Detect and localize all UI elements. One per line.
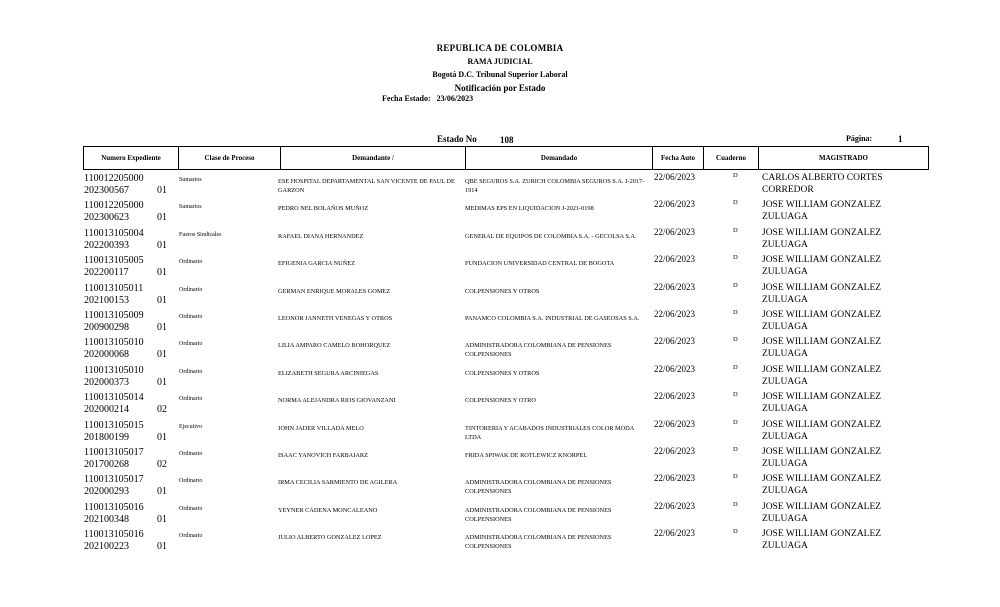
table-row: [83, 391, 929, 419]
magistrado-cell: JOSE WILLIAM GONZALEZ ZULUAGA: [762, 501, 882, 524]
expediente-suffix: 01: [157, 267, 167, 279]
clase-cell: Sumarios: [179, 204, 202, 211]
col-expediente: Numero Expediente: [84, 147, 179, 169]
expediente-cell: [84, 255, 176, 279]
branch-title: RAMA JUDICIAL: [467, 57, 533, 66]
estado-label: Estado No: [437, 134, 477, 144]
demandado-cell: GENERAL DE EQUIPOS DE COLOMBIA S.A. - GECOLSA S.A.: [465, 232, 637, 240]
magistrado-cell: JOSE WILLIAM GONZALEZ ZULUAGA: [762, 447, 882, 469]
fecha-cell: 22/06/2023: [654, 500, 696, 511]
col-clase: Clase de Proceso: [179, 147, 281, 169]
expediente-year: 202000373: [84, 376, 129, 388]
col-fecha: Fecha Auto: [653, 147, 704, 169]
table-row: [83, 227, 929, 255]
expediente-cell: [84, 337, 176, 361]
expediente-cell: [84, 310, 176, 334]
expediente-year: 202200117: [84, 267, 129, 279]
expediente-number: 110013105017: [84, 447, 144, 458]
fecha-cell: 22/06/2023: [654, 199, 696, 210]
expediente-number: 110013105016: [84, 501, 144, 513]
fecha-cell: 22/06/2023: [654, 473, 696, 484]
expediente-number: 110012205000: [84, 173, 144, 184]
magistrado-cell: JOSE WILLIAM GONZALEZ ZULUAGA: [762, 255, 882, 278]
table-header: [83, 146, 929, 170]
expediente-year: 200900298: [84, 322, 129, 333]
expediente-suffix: 01: [157, 513, 167, 525]
col-cuaderno: Cuaderno: [704, 147, 759, 169]
clase-cell: Ordinario: [179, 341, 203, 348]
cuaderno-cell: D: [733, 281, 738, 289]
fecha-cell: 22/06/2023: [654, 336, 696, 347]
expediente-number: 110013105014: [84, 392, 144, 404]
demandante-cell: LILIA AMPARO CAMELO BOHORQUEZ: [278, 342, 391, 350]
fecha-cell: 22/06/2023: [654, 309, 696, 319]
expediente-year: 202100223: [84, 541, 129, 553]
fecha-estado-value: 23/06/2023: [436, 94, 474, 103]
demandante-cell: EFIGENIA GARCIA NUÑEZ: [278, 260, 355, 268]
magistrado-cell: JOSE WILLIAM GONZALEZ ZULUAGA: [762, 419, 882, 442]
expediente-number: 110013105015: [84, 419, 144, 431]
expediente-year: 202100153: [84, 294, 129, 306]
demandante-cell: JULIO ALBERTO GONZALEZ LOPEZ: [278, 534, 382, 542]
table-row: [83, 336, 929, 364]
table-row: [83, 172, 929, 200]
table-row: [83, 446, 929, 474]
expediente-number: 110013105010: [84, 337, 144, 349]
demandado-cell: ADMINISTRADORA COLOMBIANA DE PENSIONES COLPENSIONES: [465, 342, 612, 359]
table-row: [83, 419, 929, 447]
expediente-year: 202100348: [84, 513, 129, 525]
demandado-cell: QBE SEGUROS S.A. ZURICH COLOMBIA SEGUROS S.A. J-2017-1914: [465, 178, 645, 194]
cuaderno-cell: D: [733, 226, 738, 234]
magistrado-cell: CARLOS ALBERTO CORTES CORREDOR: [762, 173, 883, 195]
fecha-estado-label: Fecha Estado:: [382, 94, 431, 103]
demandante-cell: GERMAN ENRIQUE MORALES GOMEZ: [278, 287, 391, 295]
demandado-cell: PANAMCO COLOMBIA S.A. INDUSTRIAL DE GASEOSAS S.A.: [465, 315, 640, 322]
demandado-cell: ADMINISTRADORA COLOMBIANA DE PENSIONES COLPENSIONES: [465, 479, 612, 496]
magistrado-cell: JOSE WILLIAM GONZALEZ ZULUAGA: [762, 529, 882, 552]
magistrado-cell: JOSE WILLIAM GONZALEZ ZULUAGA: [762, 200, 882, 223]
fecha-cell: 22/06/2023: [654, 172, 696, 182]
demandante-cell: ESE HOSPITAL DEPARTAMENTAL SAN VICENTE DE PAUL DE GARZON: [278, 178, 455, 194]
table-row: [83, 364, 929, 392]
magistrado-cell: JOSE WILLIAM GONZALEZ ZULUAGA: [762, 282, 882, 305]
cuaderno-cell: D: [733, 500, 738, 508]
expediente-number: 110013105016: [84, 529, 144, 541]
demandado-cell: COLPENSIONES Y OTROS: [465, 369, 540, 377]
demandante-cell: RAFAEL DIANA HERNANDEZ: [278, 232, 364, 240]
clase-cell: Ordinario: [179, 314, 203, 320]
table-row: [83, 199, 929, 227]
expediente-cell: [84, 474, 176, 498]
demandado-cell: ADMINISTRADORA COLOMBIANA DE PENSIONES COLPENSIONES: [465, 534, 612, 551]
clase-cell: Ordinario: [179, 259, 203, 266]
expediente-cell: [84, 502, 176, 526]
demandante-cell: JOHN JADER VILLADA MELO: [278, 424, 364, 432]
cuaderno-cell: D: [733, 418, 738, 426]
fecha-cell: 22/06/2023: [654, 528, 696, 539]
demandado-cell: ADMINISTRADORA COLOMBIANA DE PENSIONES COLPENSIONES: [465, 506, 612, 523]
demandante-cell: NORMA ALEJANDRA RIOS GIOVANZANI: [278, 397, 396, 405]
expediente-year: 201700268: [84, 459, 129, 470]
col-magistrado: MAGISTRADO: [818, 154, 868, 162]
expediente-suffix: 02: [157, 459, 167, 470]
clase-cell: Ordinario: [179, 286, 203, 293]
expediente-number: 110013105011: [84, 282, 144, 294]
clase-cell: Ordinario: [179, 505, 203, 512]
expediente-cell: [84, 392, 176, 416]
table-row: [83, 309, 929, 337]
fecha-cell: 22/06/2023: [654, 363, 696, 374]
expediente-year: 201800199: [84, 431, 129, 443]
expediente-cell: [84, 283, 176, 307]
clase-cell: Ordinario: [179, 368, 203, 375]
expediente-number: 110013105010: [84, 364, 144, 376]
cuaderno-cell: D: [733, 336, 738, 344]
magistrado-cell: JOSE WILLIAM GONZALEZ ZULUAGA: [762, 474, 882, 497]
cuaderno-cell: D: [733, 446, 738, 453]
expediente-suffix: 01: [157, 239, 167, 251]
clase-cell: Ordinario: [179, 396, 203, 403]
fecha-cell: 22/06/2023: [654, 281, 696, 292]
estado-number: 108: [500, 135, 514, 145]
clase-cell: Ordinario: [179, 451, 203, 457]
clase-cell: Fueros Sindicales: [179, 231, 222, 238]
demandado-cell: COLPENSIONES Y OTROS: [465, 287, 540, 295]
demandante-cell: LEONOR JANNETH VENEGAS Y OTROS: [278, 315, 393, 322]
expediente-cell: [84, 420, 176, 444]
col-demandado: Demandado: [466, 147, 653, 169]
court-title: Bogotá D.C. Tribunal Superior Laboral: [432, 70, 568, 79]
clase-cell: Ejecutivo: [179, 423, 202, 430]
expediente-year: 202300623: [84, 212, 129, 224]
col-demandante: Demandante /: [281, 147, 466, 169]
demandante-cell: YEYNER CADENA MONCALEANO: [278, 506, 378, 514]
expediente-suffix: 01: [157, 541, 167, 553]
expediente-suffix: 01: [157, 486, 167, 498]
expediente-cell: [84, 200, 176, 224]
demandado-cell: COLPENSIONES Y OTRO: [465, 397, 536, 405]
expediente-suffix: 01: [157, 212, 167, 224]
fecha-cell: 22/06/2023: [654, 254, 696, 265]
cuaderno-cell: D: [733, 391, 738, 399]
expediente-year: 202000293: [84, 486, 129, 498]
expediente-suffix: 01: [157, 349, 167, 361]
clase-cell: Sumarios: [179, 177, 202, 183]
magistrado-cell: JOSE WILLIAM GONZALEZ ZULUAGA: [762, 337, 882, 360]
table-row: [83, 282, 929, 310]
fecha-estado: [382, 94, 473, 103]
cuaderno-cell: D: [733, 172, 738, 179]
clase-cell: Ordinario: [179, 478, 203, 485]
expediente-cell: [84, 529, 176, 553]
magistrado-cell: JOSE WILLIAM GONZALEZ ZULUAGA: [762, 364, 882, 387]
expediente-cell: [84, 447, 176, 471]
demandante-cell: IRMA CECILIA SARMIENTO DE AGILERA: [278, 479, 398, 487]
demandante-cell: PEDRO NEL BOLAÑOS MUÑOZ: [278, 205, 369, 213]
pagina-number: 1: [898, 134, 903, 144]
fecha-cell: 22/06/2023: [654, 418, 696, 429]
cuaderno-cell: D: [733, 309, 738, 316]
expediente-year: 202200393: [84, 239, 129, 251]
demandante-cell: ELIZABETH SEGURA ARCINIEGAS: [278, 369, 379, 377]
country-title: REPUBLICA DE COLOMBIA: [436, 43, 564, 53]
document-title: Notificación por Estado: [454, 83, 546, 93]
table-row: [83, 254, 929, 282]
expediente-number: 110013105017: [84, 474, 144, 486]
expediente-number: 110013105009: [84, 310, 144, 321]
table-row: [83, 501, 929, 529]
magistrado-cell: JOSE WILLIAM GONZALEZ ZULUAGA: [762, 310, 882, 332]
cuaderno-cell: D: [733, 254, 738, 262]
expediente-year: 202300567: [84, 185, 129, 196]
fecha-cell: 22/06/2023: [654, 226, 696, 237]
demandado-cell: FRIDA SPIWAK DE ROTLEWICZ KNORPEL: [465, 452, 588, 459]
demandante-cell: ISAAC YANOVICH FARBAIARZ: [278, 452, 368, 459]
expediente-year: 202000068: [84, 349, 129, 361]
expediente-year: 202000214: [84, 404, 129, 416]
expediente-suffix: 01: [157, 376, 167, 388]
table-row: [83, 528, 929, 556]
expediente-cell: [84, 173, 176, 197]
expediente-number: 110012205000: [84, 200, 144, 212]
expediente-cell: [84, 365, 176, 389]
cuaderno-cell: D: [733, 363, 738, 371]
cuaderno-cell: D: [733, 199, 738, 207]
expediente-suffix: 02: [157, 404, 167, 416]
expediente-number: 110013105004: [84, 227, 144, 239]
expediente-number: 110013105005: [84, 255, 144, 267]
expediente-suffix: 01: [157, 185, 167, 196]
clase-cell: Ordinario: [179, 533, 203, 540]
fecha-cell: 22/06/2023: [654, 446, 696, 456]
demandado-cell: FUNDACION UNIVERSIDAD CENTRAL DE BOGOTA: [465, 260, 615, 268]
demandado-cell: TINTORERIA Y ACABADOS INDUSTRIALES COLOR MODA LTDA: [465, 424, 634, 441]
expediente-cell: [84, 228, 176, 252]
fecha-cell: 22/06/2023: [654, 391, 696, 402]
magistrado-cell: JOSE WILLIAM GONZALEZ ZULUAGA: [762, 392, 882, 415]
cuaderno-cell: D: [733, 473, 738, 481]
demandado-cell: MEDIMAS EPS EN LIQUIDACION J-2021-0198: [465, 205, 594, 213]
cuaderno-cell: D: [733, 528, 738, 536]
expediente-suffix: 01: [157, 322, 167, 333]
expediente-suffix: 01: [157, 294, 167, 306]
expediente-suffix: 01: [157, 431, 167, 443]
pagina-label: Página:: [846, 134, 873, 143]
magistrado-cell: JOSE WILLIAM GONZALEZ ZULUAGA: [762, 227, 882, 250]
table-row: [83, 473, 929, 501]
